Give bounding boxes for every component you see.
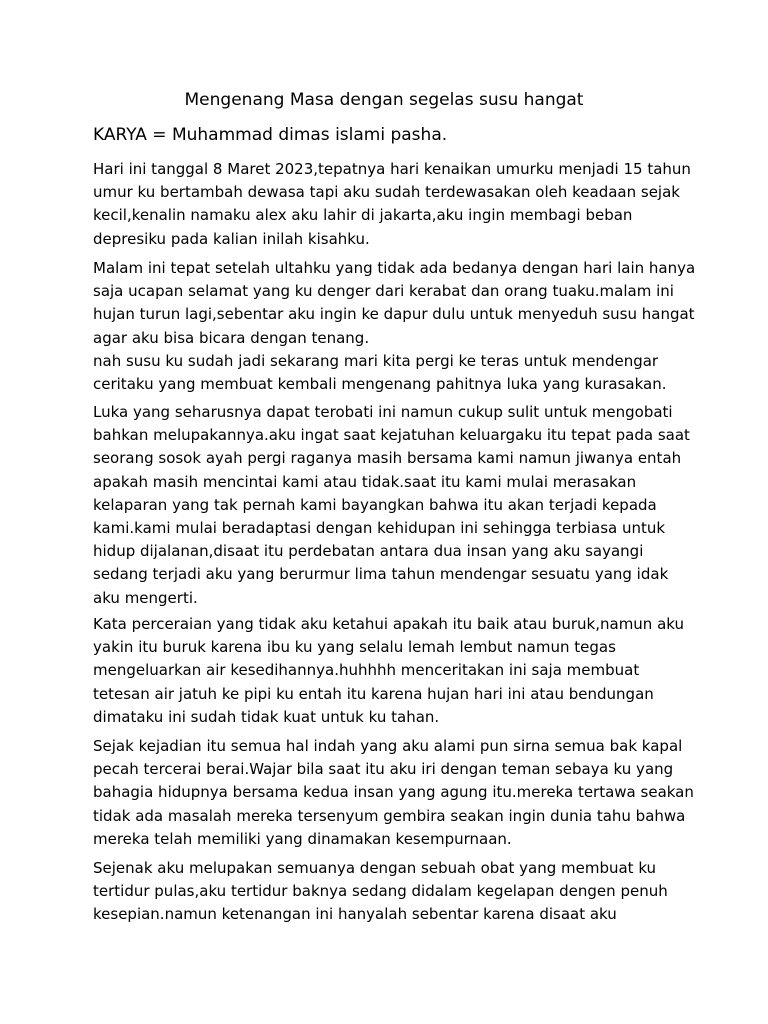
text-line: tetesan air jatuh ke pipi ku entah itu karena hujan hari ini atau bendungan	[93, 684, 654, 703]
text-line: Sejenak aku melupakan semuanya dengan sebuah obat yang membuat ku	[93, 859, 657, 877]
text-line: depresiku pada kalian inilah kisahku.	[93, 229, 370, 248]
paragraph-4	[93, 613, 693, 729]
text-line: bahkan melupakannya.aku ingat saat kejatuhan keluargaku itu tepat pada saat	[93, 426, 690, 445]
text-line: sedang terjadi aku yang berurmur lima tahun mendengar sesuatu yang idak	[93, 565, 669, 584]
text-line: kelaparan yang tak pernah kami bayangkan bahwa itu akan terjadi kepada	[93, 495, 657, 514]
text-line: seorang sosok ayah pergi raganya masih bersama kami namun jiwanya entah	[93, 449, 682, 468]
text-line: hidup dijalanan,disaat itu perdebatan antara dua insan yang aku sayangi	[93, 542, 644, 561]
paragraph-1	[93, 158, 693, 251]
paragraph-6	[93, 857, 693, 927]
text-line: bahagia hidupnya bersama kedua insan yang agung itu.mereka tertawa seakan	[93, 783, 694, 802]
text-line: Sejak kejadian itu semua hal indah yang aku alami pun sirna semua bak kapal	[93, 737, 683, 755]
text-line: mereka telah memiliki yang dinamakan kesempurnaan.	[93, 829, 512, 848]
paragraph-2	[93, 257, 696, 396]
text-line: kecil,kenalin namaku alex aku lahir di jakarta,aku ingin membagi beban	[93, 206, 633, 225]
text-line: nah susu ku sudah jadi sekarang mari kita pergi ke teras untuk mendengar	[93, 351, 659, 370]
text-line: tidak ada masalah mereka tersenyum gembira seakan ingin dunia tahu bahwa	[93, 806, 686, 825]
text-line: Luka yang seharusnya dapat terobati ini namun cukup sulit untuk mengobati	[93, 403, 673, 421]
text-line: Hari ini tanggal 8 Maret 2023,tepatnya hari kenaikan umurku menjadi 15 tahun	[93, 160, 691, 178]
text-line: Malam ini tepat setelah ultahku yang tidak ada bedanya dengan hari lain hanya	[93, 259, 696, 277]
text-line: agar aku bisa bicara dengan tenang.	[93, 328, 370, 347]
text-line: kami.kami mulai beradaptasi dengan kehidupan ini sehingga terbiasa untuk	[93, 519, 666, 538]
text-line: mengeluarkan air kesedihannya.huhhhh menceritakan ini saja membuat	[93, 661, 640, 680]
text-line: Kata perceraian yang tidak aku ketahui apakah itu baik atau buruk,namun aku	[93, 615, 685, 633]
document-author: KARYA = Muhammad dimas islami pasha.	[93, 125, 448, 145]
text-line: tertidur pulas,aku tertidur baknya sedang didalam kegelapan dengen penuh	[93, 882, 668, 901]
text-line: umur ku bertambah dewasa tapi aku sudah terdewasakan oleh keadaan sejak	[93, 183, 680, 202]
document-title: Mengenang Masa dengan segelas susu hangat	[184, 90, 584, 110]
text-line: aku mengerti.	[93, 588, 198, 607]
text-line: hujan turun lagi,sebentar aku ingin ke dapur dulu untuk menyeduh susu hangat	[93, 305, 695, 324]
text-line: ceritaku yang membuat kembali mengenang pahitnya luka yang kurasakan.	[93, 375, 667, 394]
text-line: apakah masih mencintai kami atau tidak.saat itu kami mulai merasakan	[93, 472, 637, 491]
paragraph-3	[93, 401, 693, 610]
text-line: kesepian.namun ketenangan ini hanyalah sebentar karena disaat aku	[93, 905, 617, 924]
paragraph-5	[93, 735, 693, 851]
text-line: saja ucapan selamat yang ku denger dari kerabat dan orang tuaku.malam ini	[93, 282, 674, 301]
text-line: pecah tercerai berai.Wajar bila saat itu aku iri dengan teman sebaya ku yang	[93, 760, 674, 779]
text-line: yakin itu buruk karena ibu ku yang selalu lemah lembut namun tegas	[93, 638, 616, 657]
text-line: dimataku ini sudah tidak kuat untuk ku tahan.	[93, 707, 440, 726]
